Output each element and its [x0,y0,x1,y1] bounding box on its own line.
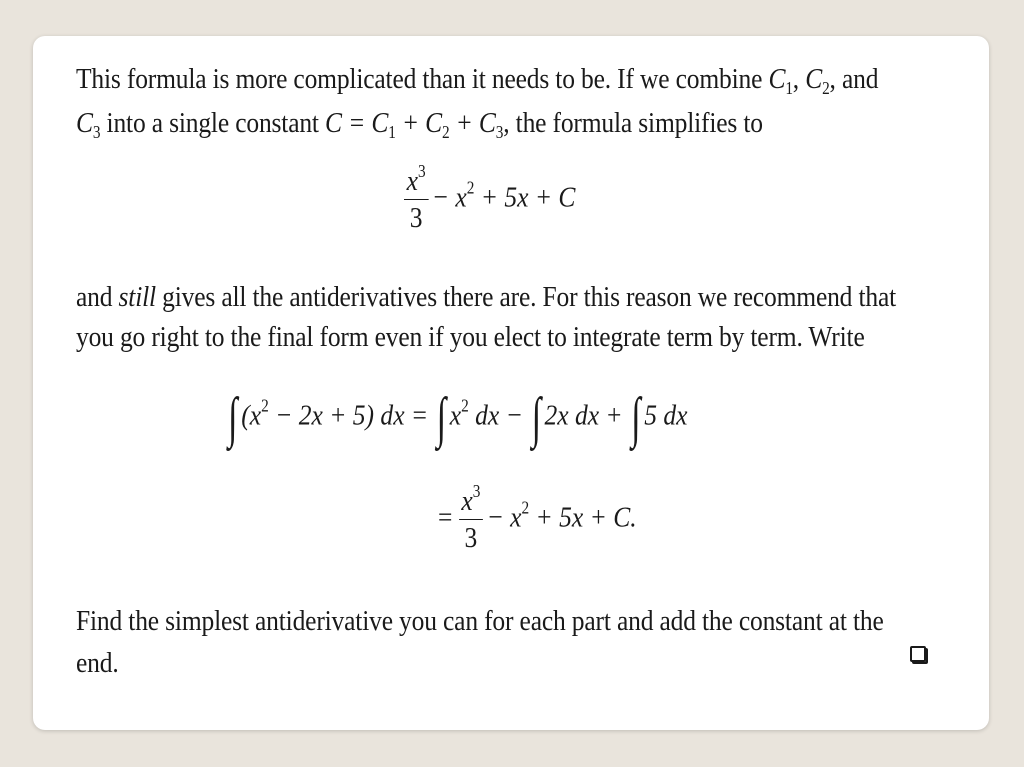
paragraph-2-line-1 [76,276,897,318]
variable: x [461,485,473,517]
paragraph-1-line-2 [76,102,835,144]
numerator [404,160,428,200]
exponent: 2 [466,177,475,198]
math-inline: + C [395,107,442,139]
text: , the formula simplifies to [503,107,763,139]
emphasis: still [118,281,156,313]
numerator [459,480,483,520]
subscript: 3 [495,122,504,143]
text: This formula is more complicated than it needs to be. If we combine [76,63,769,95]
exponent: 2 [521,497,530,518]
exponent: 3 [472,480,481,501]
text: Find the simplest antiderivative you can for each part and add the constant at the [76,605,884,637]
paragraph-3-line-1 [76,600,884,642]
math-inline: C = C [325,107,389,139]
text: and [76,281,119,313]
paragraph-3-line-2 [76,642,835,684]
math-inline: + C [449,107,496,139]
integral-sign: ∫ [228,387,238,449]
fraction [459,480,483,554]
term: x [449,399,462,432]
formula-result [438,480,637,554]
formula-integral [226,387,688,449]
end-of-proof-icon [910,646,926,662]
integral-sign: ∫ [436,387,446,449]
fraction [404,160,428,234]
symbol-c1: C [768,63,786,95]
term: − x [486,501,522,534]
exponent: 2 [461,395,469,416]
term: + 5x + C. [529,501,637,534]
symbol-c3: C [76,107,93,139]
subscript: 1 [785,78,793,99]
text: you go right to the final form even if you elect to integrate term by term. Write [76,321,865,353]
integral-sign: ∫ [531,387,541,449]
paragraph-2-line-2 [76,316,865,358]
text: , and [829,63,879,95]
symbol-c2: C [805,63,823,95]
denominator: 3 [409,202,423,234]
integral-sign: ∫ [631,387,641,449]
text: into a single constant [100,107,326,139]
term: − x [431,181,467,214]
text: , [792,63,806,95]
text: gives all the antiderivatives there are. For this reason we recommend that [155,281,897,313]
subscript: 2 [822,78,830,99]
subscript: 2 [441,122,450,143]
exponent: 3 [417,160,426,181]
equals: = [438,501,459,534]
term: dx − [468,399,530,432]
variable: x [406,165,418,197]
formula-simplified [404,160,576,234]
term: − 2x + 5) dx = [268,399,435,432]
term: (x [241,399,262,432]
subscript: 1 [388,122,396,143]
term: 5 dx [644,399,688,432]
subscript: 3 [92,122,101,143]
exponent: 2 [261,395,269,416]
text: end. [76,647,119,679]
paragraph-1-line-1 [76,58,879,100]
term: + 5x + C [474,181,576,214]
term: 2x dx + [544,399,630,432]
denominator: 3 [464,522,478,554]
